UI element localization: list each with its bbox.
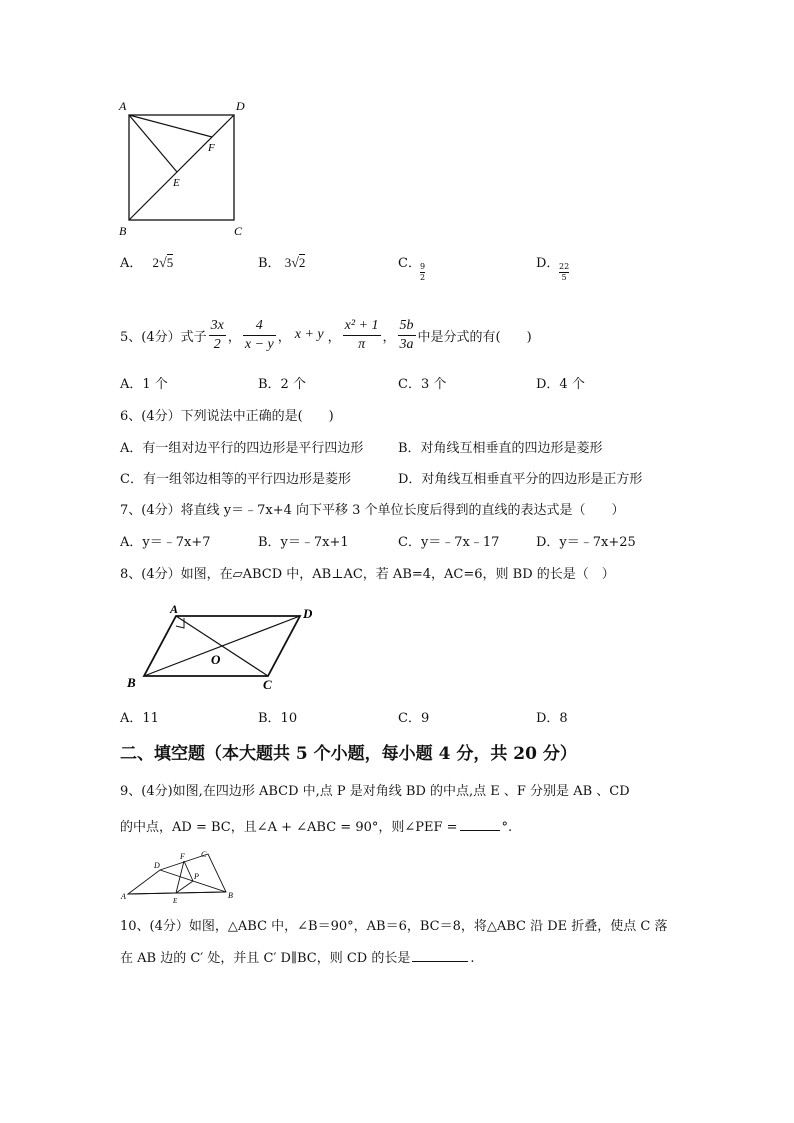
q5-option-a[interactable]: A．1 个 [120, 377, 168, 392]
q7-option-a[interactable]: A．y＝﹣7x+7 [120, 535, 211, 550]
q5-fraction-2: $\frac{4}{x - y}$ [244, 317, 274, 352]
q5-option-d[interactable]: D．4 个 [536, 377, 585, 392]
q4-option-d[interactable]: D． [536, 256, 560, 271]
q9-line-1: 9、(4分)如图,在四边形 ABCD 中,点 P 是对角线 BD 的中点,点 E 、F 分别是 AB 、CD [120, 784, 630, 799]
q7-option-b[interactable]: B．y＝﹣7x+1 [258, 535, 349, 550]
label-B: B [228, 891, 233, 900]
section-title: 二、填空题（本大题共 5 个小题，每小题 4 分，共 20 分） [120, 744, 577, 764]
q5-stem: 5、(4分）式子 $\frac{3x}{2}$ ， $\frac{4}{x - y}$ ， x + y ， $\frac{\text{x² + 1}}{\pi}$ ， $\frac{5b}{3a}$ 中是分式的有( ) [120, 317, 532, 352]
q7-option-c[interactable]: C．y＝﹣7x﹣17 [398, 535, 500, 550]
parallelogram-figure [120, 598, 330, 693]
q5-fraction-5: $\frac{5b}{3a}$ [399, 317, 414, 352]
q6-option-c[interactable]: C．有一组邻边相等的平行四边形是菱形 [120, 472, 351, 487]
label-C: C [263, 677, 272, 692]
q8-option-d[interactable]: D．8 [536, 711, 568, 726]
q6-option-b[interactable]: B．对角线互相垂直的四边形是菱形 [398, 441, 603, 456]
label-C: C [201, 850, 207, 859]
label-A: A [119, 99, 127, 113]
q5-fraction-4: $\frac{\text{x² + 1}}{\pi}$ [344, 317, 379, 352]
label-B: B [127, 675, 136, 690]
q5-option-c[interactable]: C．3 个 [398, 377, 447, 392]
label-D: D [236, 99, 245, 113]
q6-stem: 6、(4分）下列说法中正确的是( ) [120, 409, 334, 424]
q4-option-d-fraction: 22 5 [559, 262, 570, 282]
q4-option-c-fraction: 9 2 [420, 262, 426, 282]
q10-answer-blank[interactable] [412, 961, 468, 962]
label-F: F [208, 142, 215, 154]
q8-option-c[interactable]: C．9 [398, 711, 430, 726]
label-C: C [234, 224, 243, 238]
label-F: F [180, 852, 185, 861]
q8-option-a[interactable]: A．11 [120, 711, 159, 726]
q4-option-c[interactable]: C． [398, 256, 421, 271]
q4-option-a[interactable]: A． 2√5 [120, 255, 174, 271]
label-A: A [121, 892, 126, 901]
label-P: P [194, 872, 199, 881]
q8-option-b[interactable]: B．10 [258, 711, 298, 726]
q10-line-2: 在 AB 边的 C′ 处，并且 C′ D∥BC，则 CD 的长是 . [120, 951, 475, 966]
label-E: E [173, 177, 180, 189]
q4-option-b[interactable]: B． 3√2 [258, 255, 306, 271]
q5-option-b[interactable]: B．2 个 [258, 377, 306, 392]
q6-option-a[interactable]: A．有一组对边平行的四边形是平行四边形 [120, 441, 364, 456]
q8-stem: 8、(4分）如图，在▱ABCD 中，AB⊥AC，若 AB=4，AC=6，则 BD 的长是（ ） [120, 567, 615, 582]
quadrilateral-figure [118, 848, 238, 904]
q7-stem: 7、(4分）将直线 y＝﹣7x+4 向下平移 3 个单位长度后得到的直线的表达式是（ ） [120, 503, 625, 518]
q7-option-d[interactable]: D．y＝﹣7x+25 [536, 535, 636, 550]
q6-option-d[interactable]: D．对角线互相垂直平分的四边形是正方形 [398, 472, 643, 487]
label-A: A [170, 602, 179, 616]
q10-line-1: 10、(4分）如图，△ABC 中，∠B＝90°，AB＝6，BC＝8，将△ABC 沿 DE 折叠，使点 C 落 [120, 919, 668, 934]
q9-answer-blank[interactable] [460, 830, 500, 831]
q9-line-2: 的中点，AD = BC，且∠A + ∠ABC = 90°，则∠PEF = °. [120, 820, 513, 835]
label-O: O [211, 652, 221, 667]
square-figure [115, 95, 255, 240]
label-D: D [154, 861, 160, 870]
q5-fraction-1: $\frac{3x}{2}$ [210, 317, 224, 352]
label-B: B [119, 224, 127, 238]
label-E: E [173, 897, 178, 904]
label-D: D [303, 606, 313, 621]
